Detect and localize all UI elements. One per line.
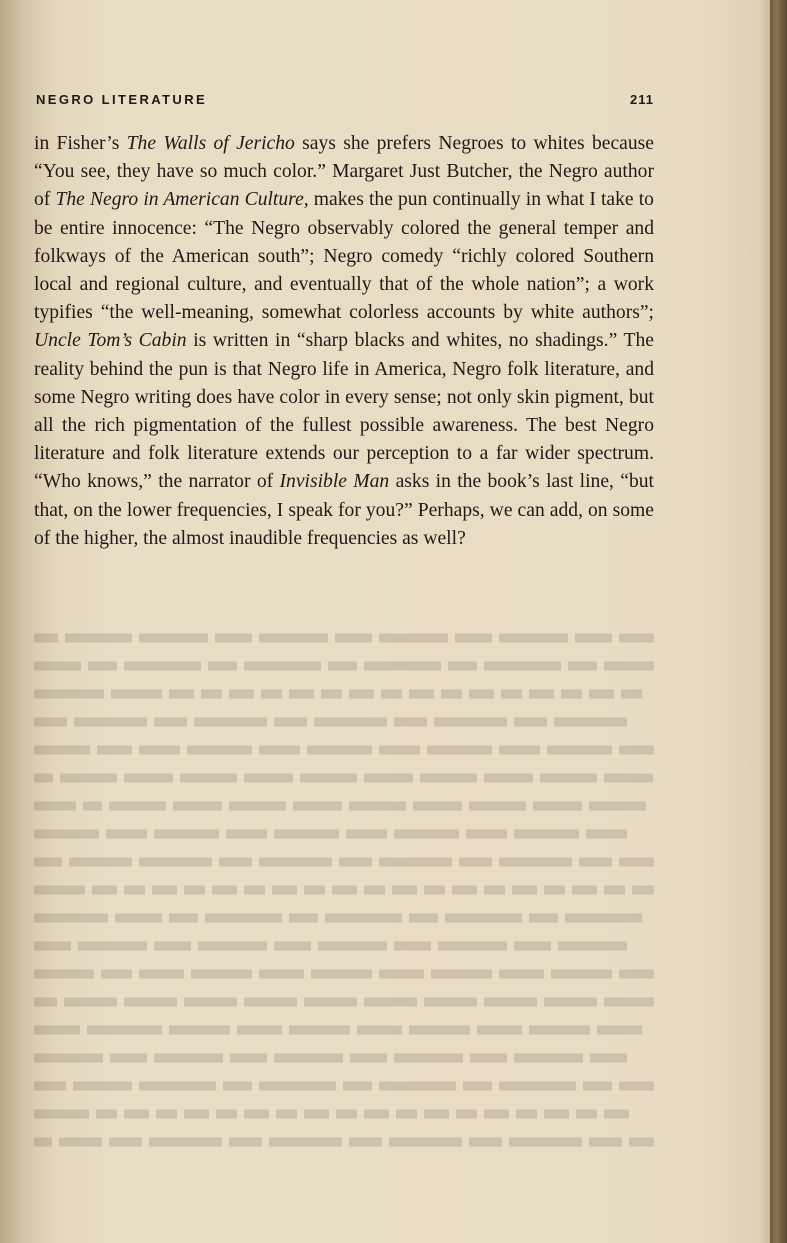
text-run: makes the pun continually in what I take to be entire innocence: “The Negro observably colored the general temper and folkways of the American south”; Negro comedy “richly colored Southern local and regional culture, and eventually that of the whole nation”; a work typifies “the well-meaning, somewhat colorless accounts by white authors”; bbox=[34, 189, 654, 324]
bleed-word bbox=[619, 634, 654, 643]
bleed-word bbox=[229, 690, 254, 699]
bleed-word bbox=[394, 830, 459, 839]
bleed-word bbox=[394, 942, 431, 951]
bleed-word bbox=[34, 1110, 89, 1119]
bleed-word bbox=[139, 634, 208, 643]
bleed-word bbox=[34, 858, 62, 867]
bleed-word bbox=[434, 718, 507, 727]
bleed-lines bbox=[34, 597, 654, 1157]
bleed-word bbox=[392, 886, 417, 895]
bleed-word bbox=[314, 718, 387, 727]
bleed-word bbox=[96, 1110, 117, 1119]
bleed-word bbox=[469, 690, 494, 699]
bleed-word bbox=[619, 1082, 654, 1091]
bleed-word bbox=[34, 802, 76, 811]
book-title-walls-of-jericho: The Walls of Jericho bbox=[126, 133, 295, 154]
bleed-word bbox=[576, 1110, 597, 1119]
bleed-word bbox=[289, 690, 314, 699]
bleed-word bbox=[589, 1138, 622, 1147]
bleed-word bbox=[499, 1082, 576, 1091]
bleed-word bbox=[499, 858, 572, 867]
bleed-word bbox=[101, 970, 132, 979]
bleed-word bbox=[441, 690, 462, 699]
bleed-word bbox=[554, 718, 627, 727]
book-title-negro-in-american-culture: The Negro in American Culture, bbox=[55, 189, 309, 211]
bleed-word bbox=[619, 746, 654, 755]
bleed-word bbox=[514, 830, 579, 839]
text-run: asks in the book’s last line, “but that, on the lower frequencies, I speak for you?” Perhaps, we can add, on some of the higher, the almost inaudible frequencies as well? bbox=[34, 471, 654, 549]
bleed-word bbox=[180, 774, 237, 783]
text-run: is written in “sharp blacks and whites, no shadings.” The reality behind the pun is that Negro life in America, Negro folk literature, and some Negro writing does have color in every sense; not only skin pigment, but all the rich pigmentation of the fullest possible awareness. The best Negro literature and folk literature extends our perception to a far wider spectrum. “Who knows,” the narrator of bbox=[34, 330, 654, 493]
bleed-word bbox=[259, 1082, 336, 1091]
bleed-word bbox=[499, 970, 544, 979]
bleed-word bbox=[173, 802, 222, 811]
bleed-word bbox=[154, 718, 187, 727]
bleed-word bbox=[409, 690, 434, 699]
bleed-word bbox=[551, 970, 612, 979]
bleed-word bbox=[216, 1110, 237, 1119]
bleed-word bbox=[34, 662, 81, 671]
bleed-word bbox=[259, 746, 300, 755]
bleed-word bbox=[97, 746, 132, 755]
page-number: 211 bbox=[630, 92, 654, 107]
bleed-word bbox=[409, 914, 438, 923]
bleed-word bbox=[463, 1082, 492, 1091]
bleed-word bbox=[92, 886, 117, 895]
bleed-word bbox=[276, 1110, 297, 1119]
bleed-word bbox=[466, 830, 507, 839]
bleed-word bbox=[201, 690, 222, 699]
bleed-word bbox=[88, 662, 117, 671]
bleed-word bbox=[205, 914, 282, 923]
bleed-word bbox=[583, 1082, 612, 1091]
bleed-word bbox=[169, 914, 198, 923]
bleed-word bbox=[34, 1054, 103, 1063]
bleed-word bbox=[154, 942, 191, 951]
bleed-word bbox=[499, 634, 568, 643]
bleed-word bbox=[34, 1138, 52, 1147]
bleed-word bbox=[274, 718, 307, 727]
bleed-word bbox=[259, 970, 304, 979]
bleed-word bbox=[139, 1082, 216, 1091]
bleed-word bbox=[544, 886, 565, 895]
bleed-word bbox=[169, 1026, 230, 1035]
bleed-word bbox=[379, 1082, 456, 1091]
bleed-word bbox=[34, 746, 90, 755]
bleed-word bbox=[579, 858, 612, 867]
bleed-word bbox=[516, 1110, 537, 1119]
bleed-word bbox=[558, 942, 627, 951]
bleed-word bbox=[87, 1026, 162, 1035]
book-title-uncle-toms-cabin: Uncle Tom’s Cabin bbox=[34, 330, 187, 352]
bleed-word bbox=[484, 1110, 509, 1119]
bleed-word bbox=[65, 634, 132, 643]
bleed-word bbox=[156, 1110, 177, 1119]
bleed-word bbox=[424, 886, 445, 895]
body-paragraph bbox=[34, 130, 654, 553]
bleed-word bbox=[139, 746, 180, 755]
bleed-word bbox=[272, 886, 297, 895]
bleed-word bbox=[34, 998, 57, 1007]
bleed-word bbox=[484, 998, 537, 1007]
bleed-word bbox=[184, 998, 237, 1007]
bleed-word bbox=[124, 1110, 149, 1119]
bleed-word bbox=[469, 802, 526, 811]
bleed-word bbox=[34, 942, 71, 951]
book-spine-edge bbox=[770, 0, 787, 1243]
bleed-word bbox=[64, 998, 117, 1007]
text-run: in Fisher’s bbox=[34, 133, 127, 154]
bleed-word bbox=[427, 746, 492, 755]
bleed-word bbox=[455, 634, 492, 643]
bleed-word bbox=[346, 830, 387, 839]
bleed-word bbox=[394, 718, 427, 727]
bleed-word bbox=[139, 858, 212, 867]
bleed-word bbox=[304, 998, 357, 1007]
bleed-word bbox=[597, 1026, 642, 1035]
bleed-word bbox=[409, 1026, 470, 1035]
bleed-word bbox=[586, 830, 627, 839]
bleed-word bbox=[230, 1054, 267, 1063]
bleed-word bbox=[379, 858, 452, 867]
bleed-word bbox=[470, 1054, 507, 1063]
bleed-word bbox=[357, 1026, 402, 1035]
bleed-word bbox=[289, 914, 318, 923]
bleed-word bbox=[484, 662, 561, 671]
bleed-word bbox=[572, 886, 597, 895]
bleed-word bbox=[561, 690, 582, 699]
bleed-word bbox=[349, 1138, 382, 1147]
bleed-word bbox=[568, 662, 597, 671]
bleed-word bbox=[529, 690, 554, 699]
running-head-title: NEGRO LITERATURE bbox=[36, 92, 208, 107]
text-run: says she prefers Negroes to whites because “You see, they have so much color.” Margaret Just Butcher, the Negro author of bbox=[34, 133, 654, 211]
bleed-word bbox=[244, 774, 293, 783]
bleed-word bbox=[73, 1082, 132, 1091]
bleed-word bbox=[379, 746, 420, 755]
bleed-word bbox=[198, 942, 267, 951]
bleed-word bbox=[619, 858, 654, 867]
bleed-word bbox=[575, 634, 612, 643]
bleed-word bbox=[274, 1054, 343, 1063]
bleed-word bbox=[74, 718, 147, 727]
bleed-word bbox=[448, 662, 477, 671]
bleed-word bbox=[69, 858, 132, 867]
bleed-word bbox=[124, 774, 173, 783]
bleed-word bbox=[547, 746, 612, 755]
bleed-word bbox=[109, 1138, 142, 1147]
bleed-word bbox=[219, 858, 252, 867]
bleed-word bbox=[529, 1026, 590, 1035]
running-header bbox=[36, 90, 654, 112]
bleed-word bbox=[529, 914, 558, 923]
bleed-word bbox=[477, 1026, 522, 1035]
bleed-word bbox=[364, 886, 385, 895]
bleed-word bbox=[34, 914, 108, 923]
bleed-word bbox=[544, 1110, 569, 1119]
bleed-word bbox=[565, 914, 642, 923]
bleed-word bbox=[381, 690, 402, 699]
bleed-word bbox=[78, 942, 147, 951]
bleed-word bbox=[438, 942, 507, 951]
bleed-word bbox=[34, 830, 99, 839]
bleed-word bbox=[632, 886, 654, 895]
bleed-word bbox=[321, 690, 342, 699]
bleed-word bbox=[152, 886, 177, 895]
bleed-word bbox=[604, 1110, 629, 1119]
bleed-word bbox=[274, 942, 311, 951]
bleed-word bbox=[343, 1082, 372, 1091]
bleed-word bbox=[629, 1138, 654, 1147]
bleed-word bbox=[154, 830, 219, 839]
bleed-word bbox=[34, 774, 53, 783]
bleed-word bbox=[208, 662, 237, 671]
bleed-word bbox=[115, 914, 162, 923]
bleed-word bbox=[59, 1138, 102, 1147]
bleed-word bbox=[149, 1138, 222, 1147]
bleed-word bbox=[34, 718, 67, 727]
bleed-word bbox=[259, 858, 332, 867]
bleed-word bbox=[187, 746, 252, 755]
bleed-word bbox=[34, 1082, 66, 1091]
bleed-word bbox=[604, 662, 654, 671]
bleed-word bbox=[589, 802, 646, 811]
bleed-word bbox=[514, 942, 551, 951]
show-through-texture bbox=[34, 588, 654, 1157]
bleed-word bbox=[589, 690, 614, 699]
bleed-word bbox=[110, 1054, 147, 1063]
bleed-word bbox=[109, 802, 166, 811]
bleed-word bbox=[328, 662, 357, 671]
bleed-word bbox=[379, 634, 448, 643]
bleed-word bbox=[469, 1138, 502, 1147]
bleed-word bbox=[459, 858, 492, 867]
bleed-word bbox=[212, 886, 237, 895]
bleed-word bbox=[484, 886, 505, 895]
bleed-word bbox=[590, 1054, 627, 1063]
bleed-word bbox=[34, 1026, 80, 1035]
bleed-word bbox=[413, 802, 462, 811]
bleed-word bbox=[499, 746, 540, 755]
bleed-word bbox=[621, 690, 642, 699]
bleed-word bbox=[60, 774, 117, 783]
bleed-word bbox=[339, 858, 372, 867]
bleed-word bbox=[394, 1054, 463, 1063]
bleed-word bbox=[34, 634, 58, 643]
bleed-word bbox=[514, 718, 547, 727]
bleed-word bbox=[244, 662, 321, 671]
bleed-word bbox=[389, 1138, 462, 1147]
bleed-word bbox=[424, 998, 477, 1007]
bleed-word bbox=[274, 830, 339, 839]
bleed-word bbox=[124, 886, 145, 895]
bleed-word bbox=[184, 886, 205, 895]
bleed-word bbox=[244, 1110, 269, 1119]
bleed-word bbox=[304, 1110, 329, 1119]
bleed-word bbox=[261, 690, 282, 699]
bleed-word bbox=[364, 998, 417, 1007]
bleed-word bbox=[194, 718, 267, 727]
bleed-word bbox=[456, 1110, 477, 1119]
bleed-word bbox=[124, 998, 177, 1007]
bleed-word bbox=[169, 690, 194, 699]
bleed-word bbox=[501, 690, 522, 699]
bleed-word bbox=[307, 746, 372, 755]
bleed-word bbox=[184, 1110, 209, 1119]
bleed-word bbox=[604, 998, 654, 1007]
bleed-word bbox=[514, 1054, 583, 1063]
bleed-word bbox=[34, 690, 104, 699]
bleed-word bbox=[244, 886, 265, 895]
bleed-word bbox=[452, 886, 477, 895]
bleed-word bbox=[484, 774, 533, 783]
bleed-word bbox=[304, 886, 325, 895]
bleed-word bbox=[509, 1138, 582, 1147]
bleed-word bbox=[420, 774, 477, 783]
bleed-word bbox=[318, 942, 387, 951]
bleed-word bbox=[34, 970, 94, 979]
bleed-word bbox=[311, 970, 372, 979]
bleed-word bbox=[83, 802, 102, 811]
bleed-word bbox=[336, 1110, 357, 1119]
bleed-word bbox=[619, 970, 654, 979]
bleed-word bbox=[332, 886, 357, 895]
bleed-word bbox=[289, 1026, 350, 1035]
bleed-word bbox=[191, 970, 252, 979]
bleed-word bbox=[259, 634, 328, 643]
bleed-word bbox=[293, 802, 342, 811]
bleed-word bbox=[364, 1110, 389, 1119]
bleed-word bbox=[139, 970, 184, 979]
bleed-word bbox=[244, 998, 297, 1007]
bleed-word bbox=[379, 970, 424, 979]
bleed-word bbox=[533, 802, 582, 811]
book-title-invisible-man: Invisible Man bbox=[279, 471, 390, 493]
bleed-word bbox=[364, 662, 441, 671]
bleed-word bbox=[226, 830, 267, 839]
bleed-word bbox=[349, 690, 374, 699]
bleed-word bbox=[124, 662, 201, 671]
bleed-word bbox=[325, 914, 402, 923]
bleed-word bbox=[154, 1054, 223, 1063]
bleed-word bbox=[396, 1110, 417, 1119]
bleed-word bbox=[106, 830, 147, 839]
bleed-word bbox=[604, 774, 653, 783]
bleed-word bbox=[512, 886, 537, 895]
bleed-word bbox=[215, 634, 252, 643]
bleed-word bbox=[350, 1054, 387, 1063]
bleed-word bbox=[229, 1138, 262, 1147]
bleed-word bbox=[364, 774, 413, 783]
bleed-word bbox=[269, 1138, 342, 1147]
bleed-word bbox=[300, 774, 357, 783]
bleed-word bbox=[111, 690, 162, 699]
bleed-word bbox=[335, 634, 372, 643]
bleed-word bbox=[445, 914, 522, 923]
bleed-word bbox=[229, 802, 286, 811]
bleed-word bbox=[544, 998, 597, 1007]
bleed-word bbox=[540, 774, 597, 783]
bleed-word bbox=[34, 886, 85, 895]
bleed-word bbox=[223, 1082, 252, 1091]
bleed-word bbox=[431, 970, 492, 979]
bleed-word bbox=[424, 1110, 449, 1119]
bleed-word bbox=[604, 886, 625, 895]
bleed-word bbox=[237, 1026, 282, 1035]
bleed-word bbox=[349, 802, 406, 811]
